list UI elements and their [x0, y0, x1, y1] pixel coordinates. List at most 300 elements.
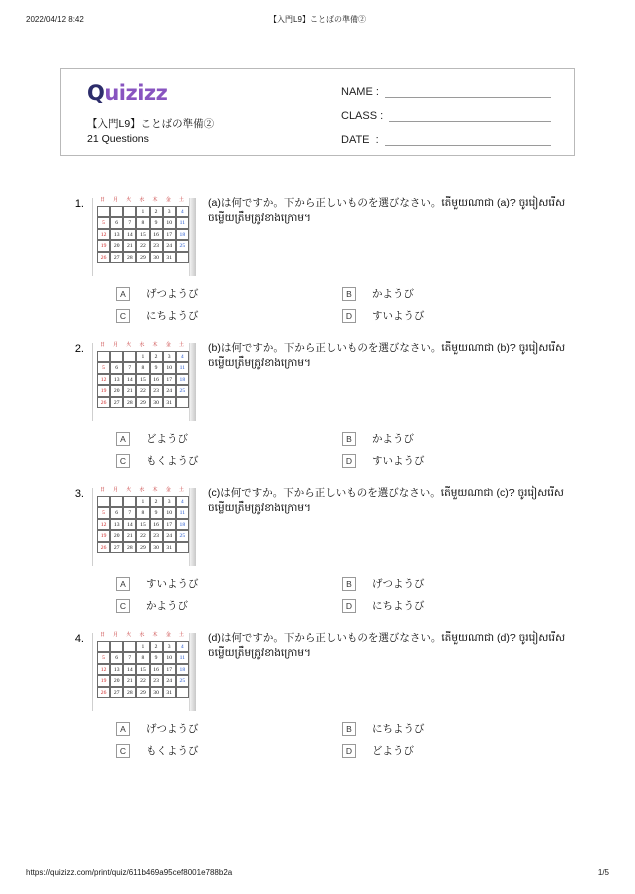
- calendar-cell: 23: [150, 675, 163, 686]
- calendar-cell: 11: [176, 217, 189, 228]
- calendar-cell: 29: [136, 542, 149, 553]
- answer-option-label: げつようび: [146, 288, 199, 300]
- calendar-cell: 7: [123, 362, 136, 373]
- question-number: 4.: [74, 633, 84, 645]
- calendar-weekday-mark: 月: [113, 197, 119, 203]
- calendar-cell: 1: [136, 641, 149, 652]
- calendar-cell: 15: [136, 374, 149, 385]
- calendar-cell: 27: [110, 687, 123, 698]
- calendar-weekday-mark: 日: [100, 342, 106, 348]
- name-field-label: NAME :: [341, 86, 379, 98]
- calendar-cell: 30: [150, 542, 163, 553]
- answer-option-letter: D: [342, 309, 356, 323]
- calendar-image: [92, 633, 196, 711]
- calendar-page-shadow: [189, 343, 196, 421]
- answer-option[interactable]: [342, 743, 568, 758]
- calendar-weekday-mark: 月: [113, 342, 119, 348]
- calendar-cell: 4: [176, 206, 189, 217]
- calendar-cell: 28: [123, 542, 136, 553]
- calendar-row: [97, 675, 189, 686]
- calendar-cell: 8: [136, 652, 149, 663]
- calendar-cell: [110, 496, 123, 507]
- calendar-weekday-mark: 木: [152, 197, 158, 203]
- calendar-weekday-marks: [97, 631, 189, 639]
- calendar-weekday-mark: 木: [152, 487, 158, 493]
- answer-option-letter: D: [342, 744, 356, 758]
- calendar-cell: 17: [163, 229, 176, 240]
- calendar-cell: 26: [97, 397, 110, 408]
- calendar-row: [97, 206, 189, 217]
- answer-option-label: すいようび: [146, 578, 199, 590]
- calendar-cell: 5: [97, 652, 110, 663]
- calendar-cell: 13: [110, 229, 123, 240]
- calendar-cell: 19: [97, 530, 110, 541]
- calendar-cell: [123, 496, 136, 507]
- calendar-weekday-mark: 水: [139, 342, 145, 348]
- answer-option-label: もくようび: [146, 745, 199, 757]
- answer-option-letter: D: [342, 454, 356, 468]
- calendar-cell: 14: [123, 519, 136, 530]
- calendar-cell: [97, 351, 110, 362]
- calendar-cell: 27: [110, 397, 123, 408]
- calendar-cell: 16: [150, 229, 163, 240]
- calendar-cell: 27: [110, 252, 123, 263]
- calendar-cell: 3: [163, 641, 176, 652]
- calendar-cell: [176, 687, 189, 698]
- date-field-row: [341, 133, 551, 146]
- answer-option-label: にちようび: [146, 310, 199, 322]
- calendar-cell: 25: [176, 240, 189, 251]
- calendar-weekday-mark: 火: [126, 197, 132, 203]
- answer-option-letter: D: [342, 599, 356, 613]
- print-header: [0, 12, 635, 26]
- question-image: [92, 343, 198, 421]
- calendar-weekday-mark: 金: [165, 632, 171, 638]
- calendar-cell: [97, 496, 110, 507]
- calendar-row: [97, 240, 189, 251]
- answer-option-label: かようび: [372, 288, 414, 300]
- answer-options: [116, 286, 568, 323]
- calendar-cell: 15: [136, 519, 149, 530]
- calendar-cell: 20: [110, 530, 123, 541]
- calendar-cell: 21: [123, 530, 136, 541]
- answer-option-label: にちようび: [372, 600, 425, 612]
- question-header: [60, 341, 575, 421]
- calendar-cell: 6: [110, 652, 123, 663]
- answer-options: [116, 721, 568, 758]
- calendar-cell: 8: [136, 217, 149, 228]
- calendar-cell: 18: [176, 664, 189, 675]
- calendar-cell: 2: [150, 351, 163, 362]
- calendar-cell: [97, 206, 110, 217]
- question-block: [60, 486, 575, 613]
- calendar-cell: 4: [176, 351, 189, 362]
- calendar-cell: 20: [110, 675, 123, 686]
- calendar-cell: 15: [136, 229, 149, 240]
- answer-option-label: かようび: [146, 600, 188, 612]
- answer-option-label: げつようび: [372, 578, 425, 590]
- calendar-cell: 24: [163, 385, 176, 396]
- question-text: (c)は何ですか。下から正しいものを選びなさい。តើមួយណាជា (c)? ចូររៀសរើសចម្លើយត្រឹមត្រូវខាងក្រោម។: [208, 487, 564, 514]
- answer-option-row: [116, 431, 568, 446]
- calendar-row: [97, 641, 189, 652]
- calendar-cell: 9: [150, 217, 163, 228]
- calendar-cell: 16: [150, 664, 163, 675]
- calendar-weekday-mark: 月: [113, 487, 119, 493]
- calendar-cell: [110, 351, 123, 362]
- calendar-cell: 3: [163, 206, 176, 217]
- question-text: (a)は何ですか。下から正しいものを選びなさい。តើមួយណាជា (a)? ចូររៀសរើសចម្លើយត្រឹមត្រូវខាងក្រោម។: [208, 197, 566, 224]
- calendar-cell: 4: [176, 641, 189, 652]
- answer-option-letter: A: [116, 432, 130, 446]
- answer-option-label: どようび: [372, 745, 414, 757]
- calendar-cell: 25: [176, 675, 189, 686]
- answer-option-label: すいようび: [372, 310, 425, 322]
- calendar-weekday-mark: 土: [178, 487, 184, 493]
- calendar-cell: 10: [163, 362, 176, 373]
- calendar-cell: 17: [163, 374, 176, 385]
- answer-option-letter: C: [116, 599, 130, 613]
- calendar-row: [97, 530, 189, 541]
- answer-option-letter: B: [342, 287, 356, 301]
- print-header-title: 【入門L9】ことばの準備②: [269, 14, 366, 24]
- answer-option[interactable]: [342, 286, 568, 301]
- calendar-cell: 26: [97, 542, 110, 553]
- calendar-weekday-mark: 水: [139, 197, 145, 203]
- calendar-cell: 12: [97, 229, 110, 240]
- calendar-cell: 2: [150, 496, 163, 507]
- calendar-cell: 5: [97, 217, 110, 228]
- calendar-image: [92, 343, 196, 421]
- calendar-cell: 28: [123, 397, 136, 408]
- calendar-cell: 28: [123, 252, 136, 263]
- calendar-cell: 24: [163, 530, 176, 541]
- calendar-weekday-mark: 火: [126, 632, 132, 638]
- calendar-cell: 23: [150, 385, 163, 396]
- calendar-cell: 14: [123, 229, 136, 240]
- date-field-input[interactable]: [385, 133, 551, 146]
- calendar-weekday-marks: [97, 196, 189, 204]
- calendar-grid: [97, 641, 189, 719]
- calendar-cell: 22: [136, 530, 149, 541]
- answer-option[interactable]: [342, 308, 568, 323]
- answer-option-row: [116, 453, 568, 468]
- answer-option-letter: B: [342, 577, 356, 591]
- calendar-cell: 25: [176, 385, 189, 396]
- answer-option-label: げつようび: [146, 723, 199, 735]
- class-field-row: [341, 109, 551, 122]
- calendar-cell: 4: [176, 496, 189, 507]
- answer-option-letter: A: [116, 287, 130, 301]
- calendar-weekday-marks: [97, 486, 189, 494]
- calendar-cell: 14: [123, 664, 136, 675]
- calendar-weekday-mark: 水: [139, 632, 145, 638]
- calendar-weekday-mark: 日: [100, 197, 106, 203]
- answer-option[interactable]: [342, 598, 568, 613]
- calendar-cell: 26: [97, 687, 110, 698]
- print-header-date: 2022/04/12 8:42: [26, 14, 84, 24]
- question-block: [60, 631, 575, 758]
- calendar-weekday-mark: 月: [113, 632, 119, 638]
- answer-option[interactable]: [116, 598, 342, 613]
- calendar-weekday-mark: 土: [178, 632, 184, 638]
- calendar-row: [97, 519, 189, 530]
- calendar-weekday-mark: 火: [126, 487, 132, 493]
- calendar-cell: 22: [136, 240, 149, 251]
- calendar-cell: 24: [163, 675, 176, 686]
- question-block: [60, 196, 575, 323]
- calendar-cell: 13: [110, 374, 123, 385]
- calendar-row: [97, 542, 189, 553]
- calendar-weekday-mark: 水: [139, 487, 145, 493]
- calendar-cell: 9: [150, 507, 163, 518]
- calendar-cell: [123, 641, 136, 652]
- calendar-image: [92, 488, 196, 566]
- calendar-weekday-marks: [97, 341, 189, 349]
- calendar-cell: 14: [123, 374, 136, 385]
- answer-option[interactable]: [116, 721, 342, 736]
- calendar-weekday-mark: 木: [152, 342, 158, 348]
- calendar-cell: 7: [123, 217, 136, 228]
- calendar-cell: 22: [136, 385, 149, 396]
- calendar-cell: 29: [136, 397, 149, 408]
- calendar-row: [97, 652, 189, 663]
- calendar-cell: [97, 641, 110, 652]
- calendar-cell: 2: [150, 206, 163, 217]
- calendar-cell: [123, 206, 136, 217]
- question-header: [60, 486, 575, 566]
- calendar-cell: 11: [176, 507, 189, 518]
- calendar-cell: 25: [176, 530, 189, 541]
- quizizz-logo-text: Quizizz: [87, 81, 168, 105]
- calendar-cell: 30: [150, 252, 163, 263]
- print-footer-url: https://quizizz.com/print/quiz/611b469a95cef8001e788b2a: [26, 868, 233, 877]
- question-text: (d)は何ですか。下から正しいものを選びなさい。តើមួយណាជា (d)? ចូររៀសរើសចម្លើយត្រឹមត្រូវខាងក្រោម។: [208, 632, 566, 659]
- quiz-info-box: [60, 68, 575, 156]
- calendar-cell: 23: [150, 530, 163, 541]
- calendar-cell: 17: [163, 664, 176, 675]
- calendar-row: [97, 385, 189, 396]
- answer-option[interactable]: [116, 453, 342, 468]
- name-field-row: [341, 85, 551, 98]
- calendar-grid: [97, 496, 189, 574]
- calendar-cell: 31: [163, 542, 176, 553]
- answer-options: [116, 576, 568, 613]
- calendar-row: [97, 229, 189, 240]
- calendar-row: [97, 351, 189, 362]
- calendar-row: [97, 496, 189, 507]
- calendar-cell: [110, 206, 123, 217]
- answer-options: [116, 431, 568, 468]
- calendar-cell: 26: [97, 252, 110, 263]
- quiz-question-count: 21 Questions: [87, 133, 149, 145]
- answer-option[interactable]: [116, 431, 342, 446]
- calendar-weekday-mark: 金: [165, 197, 171, 203]
- answer-option[interactable]: [116, 743, 342, 758]
- calendar-cell: 28: [123, 687, 136, 698]
- calendar-weekday-mark: 土: [178, 342, 184, 348]
- calendar-cell: 10: [163, 507, 176, 518]
- answer-option-row: [116, 308, 568, 323]
- answer-option-label: すいようび: [372, 455, 425, 467]
- answer-option[interactable]: [342, 576, 568, 591]
- calendar-cell: 20: [110, 240, 123, 251]
- calendar-cell: 18: [176, 519, 189, 530]
- calendar-cell: 8: [136, 507, 149, 518]
- calendar-weekday-mark: 日: [100, 487, 106, 493]
- answer-option-letter: C: [116, 454, 130, 468]
- question-image: [92, 198, 198, 276]
- calendar-cell: 12: [97, 374, 110, 385]
- calendar-cell: 8: [136, 362, 149, 373]
- calendar-cell: 18: [176, 229, 189, 240]
- calendar-cell: [110, 641, 123, 652]
- calendar-cell: 9: [150, 362, 163, 373]
- calendar-cell: 29: [136, 252, 149, 263]
- answer-option-letter: B: [342, 432, 356, 446]
- question-image: [92, 488, 198, 566]
- question-header: [60, 631, 575, 711]
- document-content: [60, 42, 575, 776]
- question-header: [60, 196, 575, 276]
- calendar-cell: 30: [150, 397, 163, 408]
- calendar-cell: 1: [136, 206, 149, 217]
- answer-option-row: [116, 743, 568, 758]
- calendar-cell: 7: [123, 507, 136, 518]
- name-field-input[interactable]: [385, 85, 551, 98]
- calendar-cell: 19: [97, 240, 110, 251]
- calendar-cell: 3: [163, 496, 176, 507]
- calendar-cell: 22: [136, 675, 149, 686]
- calendar-row: [97, 252, 189, 263]
- calendar-weekday-mark: 金: [165, 487, 171, 493]
- class-field-label: CLASS :: [341, 110, 384, 122]
- answer-option-label: にちようび: [372, 723, 425, 735]
- calendar-weekday-mark: 日: [100, 632, 106, 638]
- calendar-cell: 21: [123, 675, 136, 686]
- calendar-cell: 7: [123, 652, 136, 663]
- calendar-cell: 6: [110, 507, 123, 518]
- calendar-cell: 31: [163, 687, 176, 698]
- question-number: 2.: [74, 343, 84, 355]
- calendar-weekday-mark: 火: [126, 342, 132, 348]
- calendar-cell: 17: [163, 519, 176, 530]
- answer-option[interactable]: [342, 721, 568, 736]
- calendar-page-shadow: [189, 633, 196, 711]
- calendar-cell: 29: [136, 687, 149, 698]
- calendar-row: [97, 397, 189, 408]
- calendar-cell: 24: [163, 240, 176, 251]
- quiz-title: 【入門L9】ことばの準備②: [87, 118, 215, 130]
- calendar-cell: 10: [163, 652, 176, 663]
- questions-list: [60, 196, 575, 758]
- answer-option-letter: A: [116, 722, 130, 736]
- calendar-cell: 16: [150, 519, 163, 530]
- calendar-weekday-mark: 土: [178, 197, 184, 203]
- question-number: 3.: [74, 488, 84, 500]
- calendar-cell: 19: [97, 385, 110, 396]
- calendar-cell: 13: [110, 519, 123, 530]
- answer-option-letter: C: [116, 744, 130, 758]
- calendar-cell: 19: [97, 675, 110, 686]
- calendar-cell: 6: [110, 362, 123, 373]
- calendar-cell: 31: [163, 252, 176, 263]
- calendar-row: [97, 507, 189, 518]
- calendar-image: [92, 198, 196, 276]
- calendar-cell: 1: [136, 496, 149, 507]
- calendar-row: [97, 374, 189, 385]
- calendar-row: [97, 664, 189, 675]
- calendar-cell: 16: [150, 374, 163, 385]
- calendar-cell: 21: [123, 385, 136, 396]
- calendar-cell: 2: [150, 641, 163, 652]
- calendar-grid: [97, 351, 189, 429]
- answer-option-label: もくようび: [146, 455, 199, 467]
- calendar-cell: 21: [123, 240, 136, 251]
- calendar-page-shadow: [189, 198, 196, 276]
- answer-option-label: どようび: [146, 433, 188, 445]
- calendar-cell: [176, 542, 189, 553]
- calendar-cell: 10: [163, 217, 176, 228]
- question-block: [60, 341, 575, 468]
- class-field-input[interactable]: [389, 109, 551, 122]
- calendar-cell: 5: [97, 362, 110, 373]
- calendar-cell: 13: [110, 664, 123, 675]
- print-footer-page: 1/5: [597, 868, 609, 877]
- calendar-row: [97, 217, 189, 228]
- calendar-cell: 11: [176, 652, 189, 663]
- question-text: (b)は何ですか。下から正しいものを選びなさい。តើមួយណាជា (b)? ចូររៀសរើសចម្លើយត្រឹមត្រូវខាងក្រោម។: [208, 342, 566, 369]
- calendar-page-shadow: [189, 488, 196, 566]
- quizizz-logo: [87, 81, 167, 105]
- calendar-row: [97, 362, 189, 373]
- answer-option-letter: A: [116, 577, 130, 591]
- calendar-cell: 23: [150, 240, 163, 251]
- calendar-cell: 15: [136, 664, 149, 675]
- answer-option-row: [116, 576, 568, 591]
- answer-option[interactable]: [342, 431, 568, 446]
- answer-option[interactable]: [116, 286, 342, 301]
- calendar-cell: 27: [110, 542, 123, 553]
- answer-option-label: かようび: [372, 433, 414, 445]
- calendar-cell: 12: [97, 519, 110, 530]
- calendar-weekday-mark: 木: [152, 632, 158, 638]
- calendar-cell: 1: [136, 351, 149, 362]
- answer-option-letter: B: [342, 722, 356, 736]
- calendar-cell: [123, 351, 136, 362]
- calendar-cell: 3: [163, 351, 176, 362]
- calendar-row: [97, 687, 189, 698]
- answer-option[interactable]: [342, 453, 568, 468]
- calendar-cell: 9: [150, 652, 163, 663]
- calendar-cell: 5: [97, 507, 110, 518]
- answer-option-row: [116, 721, 568, 736]
- answer-option-letter: C: [116, 309, 130, 323]
- calendar-weekday-mark: 金: [165, 342, 171, 348]
- calendar-grid: [97, 206, 189, 284]
- calendar-cell: [176, 397, 189, 408]
- answer-option[interactable]: [116, 576, 342, 591]
- calendar-cell: 18: [176, 374, 189, 385]
- answer-option[interactable]: [116, 308, 342, 323]
- calendar-cell: [176, 252, 189, 263]
- calendar-cell: 30: [150, 687, 163, 698]
- answer-option-row: [116, 286, 568, 301]
- calendar-cell: 6: [110, 217, 123, 228]
- calendar-cell: 12: [97, 664, 110, 675]
- answer-option-row: [116, 598, 568, 613]
- question-image: [92, 633, 198, 711]
